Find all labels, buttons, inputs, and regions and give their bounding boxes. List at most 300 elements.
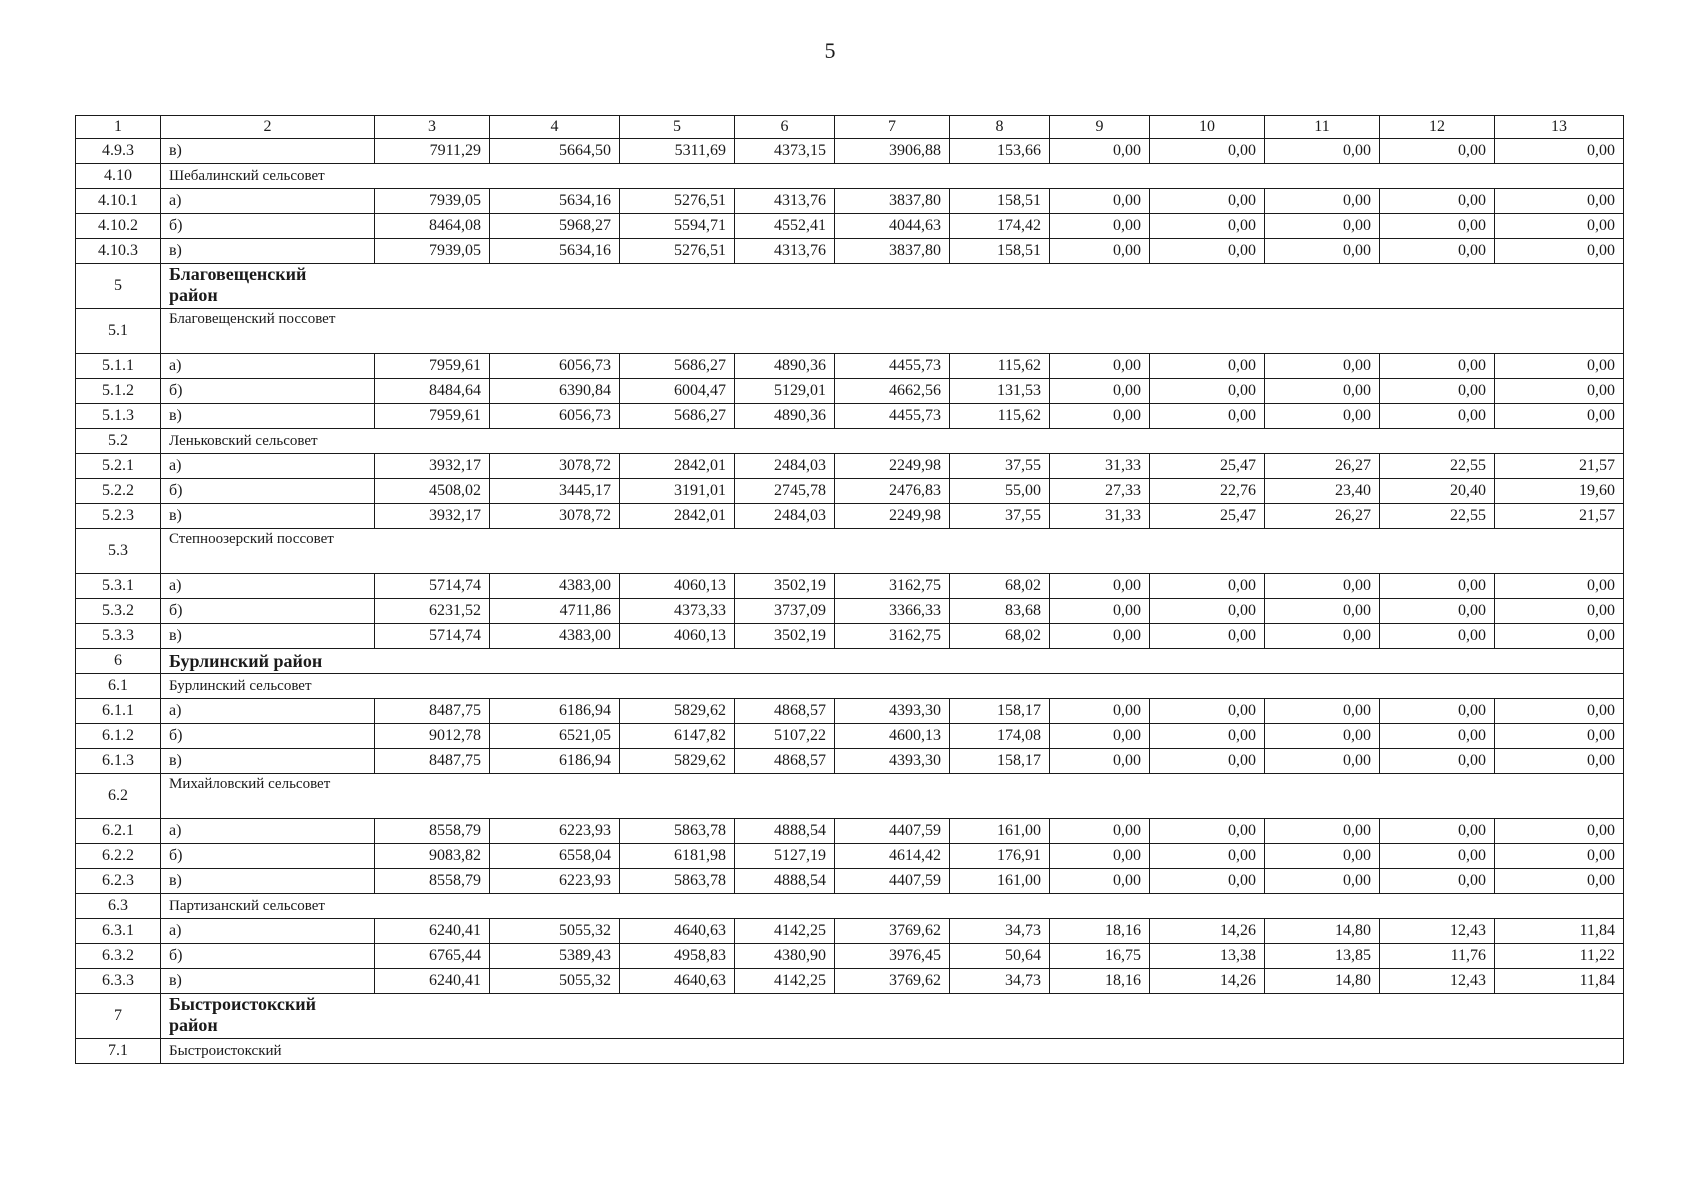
- settlement-row: [76, 1039, 1624, 1064]
- table-row: [76, 919, 1624, 944]
- value-cell: 6558,04: [490, 844, 620, 869]
- value-cell: 19,60: [1495, 479, 1624, 504]
- value-cell: 115,62: [950, 404, 1050, 429]
- settlement-name-text: Михайловский сельсовет: [169, 776, 331, 792]
- value-cell: 37,55: [950, 504, 1050, 529]
- value-cell: 22,76: [1150, 479, 1265, 504]
- value-cell: 0,00: [1380, 379, 1495, 404]
- value-cell: 22,55: [1380, 454, 1495, 479]
- value-cell: 34,73: [950, 969, 1050, 994]
- value-cell: 6056,73: [490, 404, 620, 429]
- value-cell: 158,51: [950, 239, 1050, 264]
- value-cell: 0,00: [1380, 404, 1495, 429]
- row-code: 5.3.2: [76, 599, 161, 624]
- value-cell: 4888,54: [735, 819, 835, 844]
- value-cell: 6223,93: [490, 869, 620, 894]
- value-cell: 0,00: [1495, 239, 1624, 264]
- column-header-row: [76, 116, 1624, 139]
- value-cell: 6231,52: [375, 599, 490, 624]
- value-cell: 0,00: [1495, 379, 1624, 404]
- value-cell: 0,00: [1050, 574, 1150, 599]
- value-cell: 22,55: [1380, 504, 1495, 529]
- value-cell: 3078,72: [490, 454, 620, 479]
- value-cell: 11,84: [1495, 919, 1624, 944]
- value-cell: 0,00: [1050, 214, 1150, 239]
- row-code: 6.3: [76, 894, 161, 919]
- value-cell: 31,33: [1050, 454, 1150, 479]
- value-cell: 4640,63: [620, 919, 735, 944]
- value-cell: 0,00: [1380, 724, 1495, 749]
- value-cell: 2842,01: [620, 504, 735, 529]
- value-cell: 3932,17: [375, 454, 490, 479]
- row-code: 5.2: [76, 429, 161, 454]
- value-cell: 14,26: [1150, 919, 1265, 944]
- column-header: 10: [1150, 116, 1265, 139]
- value-cell: 5829,62: [620, 699, 735, 724]
- value-cell: 0,00: [1050, 819, 1150, 844]
- table-row: [76, 699, 1624, 724]
- row-code: 4.10.3: [76, 239, 161, 264]
- table-row: [76, 599, 1624, 624]
- row-variant-label: а): [161, 699, 375, 724]
- value-cell: 4373,15: [735, 139, 835, 164]
- value-cell: 131,53: [950, 379, 1050, 404]
- value-cell: 7959,61: [375, 354, 490, 379]
- value-cell: 0,00: [1495, 189, 1624, 214]
- value-cell: 0,00: [1380, 214, 1495, 239]
- value-cell: 0,00: [1265, 214, 1380, 239]
- table-row: [76, 454, 1624, 479]
- value-cell: 0,00: [1150, 574, 1265, 599]
- column-header: 3: [375, 116, 490, 139]
- value-cell: 115,62: [950, 354, 1050, 379]
- column-header: 9: [1050, 116, 1150, 139]
- value-cell: 25,47: [1150, 454, 1265, 479]
- value-cell: 5634,16: [490, 239, 620, 264]
- value-cell: 6240,41: [375, 919, 490, 944]
- value-cell: 4868,57: [735, 749, 835, 774]
- settlement-row: [76, 429, 1624, 454]
- value-cell: 3769,62: [835, 919, 950, 944]
- row-variant-label: б): [161, 379, 375, 404]
- value-cell: 68,02: [950, 574, 1050, 599]
- value-cell: 0,00: [1050, 239, 1150, 264]
- value-cell: 0,00: [1380, 139, 1495, 164]
- value-cell: 158,17: [950, 699, 1050, 724]
- settlement-row: [76, 309, 1624, 354]
- value-cell: 0,00: [1380, 869, 1495, 894]
- value-cell: 0,00: [1050, 189, 1150, 214]
- value-cell: 0,00: [1380, 574, 1495, 599]
- value-cell: 5686,27: [620, 354, 735, 379]
- value-cell: 0,00: [1495, 699, 1624, 724]
- row-code: 6.1: [76, 674, 161, 699]
- value-cell: 3906,88: [835, 139, 950, 164]
- row-code: 4.9.3: [76, 139, 161, 164]
- value-cell: 0,00: [1265, 574, 1380, 599]
- district-row: [76, 264, 1624, 309]
- value-cell: 4142,25: [735, 969, 835, 994]
- value-cell: 3162,75: [835, 624, 950, 649]
- value-cell: 5129,01: [735, 379, 835, 404]
- value-cell: 4313,76: [735, 189, 835, 214]
- value-cell: 0,00: [1265, 189, 1380, 214]
- value-cell: 0,00: [1380, 624, 1495, 649]
- value-cell: 3366,33: [835, 599, 950, 624]
- settlement-name: [161, 529, 1624, 574]
- value-cell: 3976,45: [835, 944, 950, 969]
- value-cell: 4393,30: [835, 699, 950, 724]
- value-cell: 3162,75: [835, 574, 950, 599]
- value-cell: 3078,72: [490, 504, 620, 529]
- row-variant-label: в): [161, 969, 375, 994]
- row-code: 5.1.2: [76, 379, 161, 404]
- value-cell: 0,00: [1380, 749, 1495, 774]
- value-cell: 5664,50: [490, 139, 620, 164]
- value-cell: 14,80: [1265, 969, 1380, 994]
- value-cell: 4393,30: [835, 749, 950, 774]
- row-code: 7.1: [76, 1039, 161, 1064]
- row-code: 6.3.1: [76, 919, 161, 944]
- value-cell: 0,00: [1265, 239, 1380, 264]
- tariff-table: [75, 115, 1624, 1064]
- value-cell: 0,00: [1495, 749, 1624, 774]
- value-cell: 14,26: [1150, 969, 1265, 994]
- page-number: 5: [824, 38, 836, 63]
- value-cell: 0,00: [1495, 624, 1624, 649]
- row-variant-label: в): [161, 404, 375, 429]
- row-code: 4.10.2: [76, 214, 161, 239]
- value-cell: 6181,98: [620, 844, 735, 869]
- row-code: 5.2.3: [76, 504, 161, 529]
- value-cell: 5968,27: [490, 214, 620, 239]
- settlement-row: [76, 894, 1624, 919]
- value-cell: 4640,63: [620, 969, 735, 994]
- value-cell: 0,00: [1050, 599, 1150, 624]
- column-header: 11: [1265, 116, 1380, 139]
- value-cell: 3932,17: [375, 504, 490, 529]
- value-cell: 0,00: [1380, 239, 1495, 264]
- value-cell: 5686,27: [620, 404, 735, 429]
- value-cell: 0,00: [1050, 699, 1150, 724]
- value-cell: 174,42: [950, 214, 1050, 239]
- value-cell: 0,00: [1265, 354, 1380, 379]
- column-header: 4: [490, 116, 620, 139]
- value-cell: 0,00: [1495, 819, 1624, 844]
- row-variant-label: в): [161, 749, 375, 774]
- value-cell: 4383,00: [490, 574, 620, 599]
- row-variant-label: в): [161, 869, 375, 894]
- table-row: [76, 869, 1624, 894]
- value-cell: 4313,76: [735, 239, 835, 264]
- value-cell: 0,00: [1495, 214, 1624, 239]
- row-variant-label: в): [161, 504, 375, 529]
- value-cell: 20,40: [1380, 479, 1495, 504]
- value-cell: 158,17: [950, 749, 1050, 774]
- row-variant-label: а): [161, 189, 375, 214]
- value-cell: 0,00: [1495, 599, 1624, 624]
- row-code: 6.1.1: [76, 699, 161, 724]
- value-cell: 0,00: [1150, 189, 1265, 214]
- value-cell: 0,00: [1150, 239, 1265, 264]
- value-cell: 153,66: [950, 139, 1050, 164]
- value-cell: 2249,98: [835, 454, 950, 479]
- value-cell: 0,00: [1380, 599, 1495, 624]
- settlement-name: Шебалинский сельсовет: [161, 164, 1624, 189]
- row-variant-label: б): [161, 844, 375, 869]
- table-row: [76, 139, 1624, 164]
- value-cell: 161,00: [950, 869, 1050, 894]
- row-code: 6.3.3: [76, 969, 161, 994]
- value-cell: 8487,75: [375, 699, 490, 724]
- value-cell: 0,00: [1495, 354, 1624, 379]
- value-cell: 0,00: [1495, 869, 1624, 894]
- settlement-name: Бурлинский сельсовет: [161, 674, 1624, 699]
- value-cell: 31,33: [1050, 504, 1150, 529]
- value-cell: 5863,78: [620, 819, 735, 844]
- row-code: 5.1.3: [76, 404, 161, 429]
- value-cell: 0,00: [1150, 599, 1265, 624]
- settlement-name: [161, 774, 1624, 819]
- row-code: 5.2.2: [76, 479, 161, 504]
- settlement-name: [161, 309, 1624, 354]
- row-code: 4.10.1: [76, 189, 161, 214]
- value-cell: 11,76: [1380, 944, 1495, 969]
- value-cell: 4890,36: [735, 404, 835, 429]
- table-row: [76, 379, 1624, 404]
- value-cell: 6390,84: [490, 379, 620, 404]
- value-cell: 0,00: [1150, 749, 1265, 774]
- value-cell: 3837,80: [835, 239, 950, 264]
- value-cell: 0,00: [1150, 869, 1265, 894]
- value-cell: 16,75: [1050, 944, 1150, 969]
- district-name: Бурлинский район: [161, 649, 1624, 674]
- row-code: 6.2.2: [76, 844, 161, 869]
- row-variant-label: в): [161, 624, 375, 649]
- row-code: 5.3.3: [76, 624, 161, 649]
- value-cell: 4552,41: [735, 214, 835, 239]
- value-cell: 0,00: [1050, 624, 1150, 649]
- value-cell: 12,43: [1380, 969, 1495, 994]
- value-cell: 0,00: [1050, 869, 1150, 894]
- value-cell: 4060,13: [620, 624, 735, 649]
- value-cell: 3502,19: [735, 574, 835, 599]
- value-cell: 23,40: [1265, 479, 1380, 504]
- value-cell: 0,00: [1150, 139, 1265, 164]
- row-variant-label: а): [161, 919, 375, 944]
- value-cell: 18,16: [1050, 919, 1150, 944]
- column-header: 2: [161, 116, 375, 139]
- table-row: [76, 214, 1624, 239]
- value-cell: 0,00: [1265, 724, 1380, 749]
- table-row: [76, 354, 1624, 379]
- column-header: 7: [835, 116, 950, 139]
- value-cell: 0,00: [1150, 404, 1265, 429]
- table-row: [76, 969, 1624, 994]
- value-cell: 4888,54: [735, 869, 835, 894]
- value-cell: 6186,94: [490, 749, 620, 774]
- value-cell: 4373,33: [620, 599, 735, 624]
- row-code: 6.3.2: [76, 944, 161, 969]
- value-cell: 5055,32: [490, 969, 620, 994]
- value-cell: 0,00: [1150, 214, 1265, 239]
- row-variant-label: а): [161, 574, 375, 599]
- table-row: [76, 724, 1624, 749]
- row-code: 5: [76, 264, 161, 309]
- value-cell: 68,02: [950, 624, 1050, 649]
- value-cell: 4662,56: [835, 379, 950, 404]
- value-cell: 6056,73: [490, 354, 620, 379]
- row-variant-label: а): [161, 354, 375, 379]
- settlement-name: Партизанский сельсовет: [161, 894, 1624, 919]
- value-cell: 0,00: [1050, 379, 1150, 404]
- value-cell: 4044,63: [835, 214, 950, 239]
- value-cell: 0,00: [1150, 624, 1265, 649]
- value-cell: 0,00: [1495, 574, 1624, 599]
- value-cell: 0,00: [1265, 404, 1380, 429]
- value-cell: 5055,32: [490, 919, 620, 944]
- table-row: [76, 749, 1624, 774]
- value-cell: 14,80: [1265, 919, 1380, 944]
- value-cell: 2745,78: [735, 479, 835, 504]
- value-cell: 5714,74: [375, 624, 490, 649]
- value-cell: 0,00: [1050, 139, 1150, 164]
- value-cell: 7939,05: [375, 189, 490, 214]
- row-variant-label: а): [161, 819, 375, 844]
- row-variant-label: б): [161, 599, 375, 624]
- value-cell: 174,08: [950, 724, 1050, 749]
- value-cell: 5829,62: [620, 749, 735, 774]
- value-cell: 2842,01: [620, 454, 735, 479]
- value-cell: 0,00: [1265, 749, 1380, 774]
- value-cell: 4890,36: [735, 354, 835, 379]
- value-cell: 0,00: [1050, 724, 1150, 749]
- value-cell: 83,68: [950, 599, 1050, 624]
- value-cell: 2249,98: [835, 504, 950, 529]
- value-cell: 0,00: [1380, 819, 1495, 844]
- value-cell: 0,00: [1050, 844, 1150, 869]
- table-row: [76, 944, 1624, 969]
- value-cell: 0,00: [1265, 379, 1380, 404]
- district-row: [76, 994, 1624, 1039]
- table-row: [76, 404, 1624, 429]
- value-cell: 2476,83: [835, 479, 950, 504]
- settlement-row: [76, 529, 1624, 574]
- value-cell: 4614,42: [835, 844, 950, 869]
- row-variant-label: в): [161, 139, 375, 164]
- value-cell: 176,91: [950, 844, 1050, 869]
- table-row: [76, 189, 1624, 214]
- value-cell: 6521,05: [490, 724, 620, 749]
- column-header: 8: [950, 116, 1050, 139]
- value-cell: 0,00: [1050, 404, 1150, 429]
- district-name-text: Быстроистокский район: [169, 994, 317, 1035]
- value-cell: 0,00: [1380, 699, 1495, 724]
- value-cell: 6240,41: [375, 969, 490, 994]
- value-cell: 0,00: [1380, 189, 1495, 214]
- value-cell: 0,00: [1150, 724, 1265, 749]
- value-cell: 0,00: [1265, 699, 1380, 724]
- settlement-name: Леньковский сельсовет: [161, 429, 1624, 454]
- value-cell: 4508,02: [375, 479, 490, 504]
- value-cell: 21,57: [1495, 504, 1624, 529]
- value-cell: 4142,25: [735, 919, 835, 944]
- value-cell: 50,64: [950, 944, 1050, 969]
- table-row: [76, 239, 1624, 264]
- value-cell: 12,43: [1380, 919, 1495, 944]
- value-cell: 4600,13: [835, 724, 950, 749]
- value-cell: 34,73: [950, 919, 1050, 944]
- row-code: 5.3.1: [76, 574, 161, 599]
- value-cell: 7939,05: [375, 239, 490, 264]
- column-header: 1: [76, 116, 161, 139]
- value-cell: 0,00: [1150, 699, 1265, 724]
- value-cell: 13,85: [1265, 944, 1380, 969]
- settlement-name-text: Степноозерский поссовет: [169, 531, 334, 547]
- value-cell: 3445,17: [490, 479, 620, 504]
- value-cell: 0,00: [1265, 869, 1380, 894]
- row-code: 6.1.3: [76, 749, 161, 774]
- row-code: 5.1.1: [76, 354, 161, 379]
- value-cell: 6004,47: [620, 379, 735, 404]
- value-cell: 9083,82: [375, 844, 490, 869]
- value-cell: 0,00: [1265, 624, 1380, 649]
- value-cell: 5714,74: [375, 574, 490, 599]
- row-code: 7: [76, 994, 161, 1039]
- row-code: 6.2.3: [76, 869, 161, 894]
- value-cell: 4060,13: [620, 574, 735, 599]
- value-cell: 4958,83: [620, 944, 735, 969]
- value-cell: 0,00: [1265, 599, 1380, 624]
- value-cell: 0,00: [1380, 844, 1495, 869]
- value-cell: 4383,00: [490, 624, 620, 649]
- value-cell: 21,57: [1495, 454, 1624, 479]
- value-cell: 8484,64: [375, 379, 490, 404]
- value-cell: 3769,62: [835, 969, 950, 994]
- value-cell: 0,00: [1265, 844, 1380, 869]
- table-row: [76, 504, 1624, 529]
- value-cell: 4455,73: [835, 354, 950, 379]
- district-row: [76, 649, 1624, 674]
- row-code: 4.10: [76, 164, 161, 189]
- column-header: 5: [620, 116, 735, 139]
- value-cell: 0,00: [1150, 354, 1265, 379]
- value-cell: 8558,79: [375, 819, 490, 844]
- value-cell: 6147,82: [620, 724, 735, 749]
- value-cell: 0,00: [1150, 819, 1265, 844]
- value-cell: 0,00: [1495, 844, 1624, 869]
- value-cell: 5311,69: [620, 139, 735, 164]
- value-cell: 8558,79: [375, 869, 490, 894]
- value-cell: 5276,51: [620, 189, 735, 214]
- value-cell: 0,00: [1380, 354, 1495, 379]
- value-cell: 0,00: [1495, 724, 1624, 749]
- value-cell: 13,38: [1150, 944, 1265, 969]
- row-code: 6.2: [76, 774, 161, 819]
- value-cell: 55,00: [950, 479, 1050, 504]
- value-cell: 161,00: [950, 819, 1050, 844]
- value-cell: 4711,86: [490, 599, 620, 624]
- column-header: 12: [1380, 116, 1495, 139]
- settlement-row: [76, 674, 1624, 699]
- district-name: [161, 994, 1624, 1039]
- settlement-row: [76, 164, 1624, 189]
- row-code: 6: [76, 649, 161, 674]
- value-cell: 3502,19: [735, 624, 835, 649]
- value-cell: 0,00: [1495, 139, 1624, 164]
- value-cell: 5276,51: [620, 239, 735, 264]
- value-cell: 5863,78: [620, 869, 735, 894]
